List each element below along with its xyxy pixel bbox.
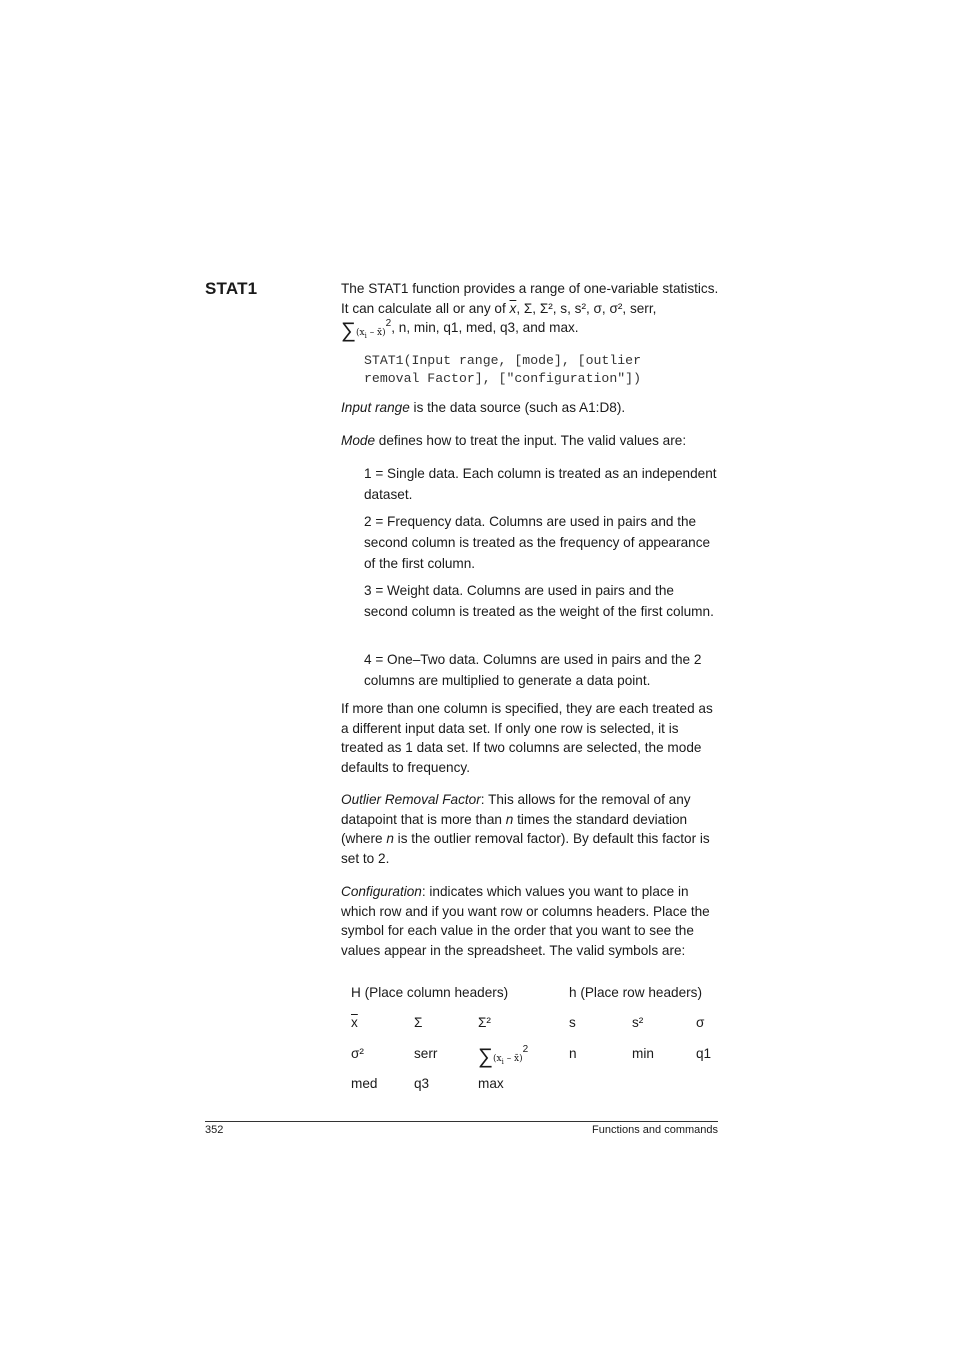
footer-rule <box>205 1121 718 1122</box>
footer-section-title: Functions and commands <box>592 1124 718 1136</box>
intro-line-2: It can calculate all or any of $\overline{x}$, Σ, Σ², s, s², σ, σ², serr, <box>341 300 657 316</box>
symbol-serr: serr <box>414 1046 438 1061</box>
mode-item-4: 4 = One–Two data. Columns are used in pairs and the 2 columns are multiplied to generate a data point. <box>364 652 702 688</box>
intro-line-3: $\sum(x_i$ – x̄)$^2$, n, min, q1, med, q3, and max. <box>341 318 719 346</box>
page-number: 352 <box>205 1124 224 1136</box>
symbol-sum: Σ <box>414 1015 423 1030</box>
configuration-term: Configuration <box>341 884 422 899</box>
mode-term: Mode <box>341 433 376 448</box>
intro-paragraph <box>341 279 719 347</box>
symbol-med: med <box>351 1076 378 1091</box>
symbol-sum-squared-deviation: $\sum(x_i$ – x̄)$^2$ <box>478 1044 529 1068</box>
symbol-mean: $\overline{x}$ <box>351 1015 358 1030</box>
outlier-term: Outlier Removal Factor <box>341 792 481 807</box>
mode-item-2: 2 = Frequency data. Columns are used in pairs and the second column is treated as the frequency of appearance of the first column. <box>364 514 711 571</box>
symbol-s: s <box>569 1015 576 1030</box>
intro-line-1: The STAT1 function provides a range of one-variable statistics. <box>341 281 719 296</box>
symbol-sigma: σ <box>696 1015 705 1030</box>
symbol-row-headers: h (Place row headers) <box>569 985 702 1000</box>
input-range-paragraph: Input range is the data source (such as A1:D8). <box>341 400 626 415</box>
syntax-line-2: removal Factor], ["configuration"]) <box>364 371 641 386</box>
symbol-q3: q3 <box>414 1076 430 1091</box>
syntax-block <box>364 352 742 388</box>
mode-item-3: 3 = Weight data. Columns are used in pairs and the second column is treated as the weight of the first column. <box>364 583 714 619</box>
xbar-symbol: $\overline{x}$ <box>509 300 517 316</box>
sum-squared-deviation-symbol: $\sum(x_i$ – x̄)$^2$ <box>341 318 392 343</box>
symbol-max: max <box>478 1076 504 1091</box>
symbol-n: n <box>569 1046 577 1061</box>
mode-item-1: 1 = Single data. Each column is treated as an independent dataset. <box>364 466 717 502</box>
section-heading: STAT1 <box>205 279 258 298</box>
symbol-sum-squares: Σ² <box>478 1015 491 1030</box>
symbol-column-headers: H (Place column headers) <box>351 985 509 1000</box>
symbol-sigma-squared: σ² <box>351 1046 364 1061</box>
syntax-line-1: STAT1(Input range, [mode], [outlier <box>364 353 641 368</box>
symbol-min: min <box>632 1046 654 1061</box>
symbol-s-squared: s² <box>632 1015 644 1030</box>
outlier-paragraph: Outlier Removal Factor: This allows for the removal of any datapoint that is more than n times the standard deviation (where n is the outlier removal factor). By default this factor is set to 2. <box>341 792 710 866</box>
mode-paragraph: Mode defines how to treat the input. The valid values are: <box>341 433 687 448</box>
multi-column-paragraph: If more than one column is specified, they are each treated as a different input data set. If only one row is selected, it is treated as 1 data set. If two columns are selected, the mode defaults to frequency. <box>341 701 713 775</box>
configuration-paragraph: Configuration: indicates which values you want to place in which row and if you want row or columns headers. Place the symbol for each value in the order that you want to see the values appear in the spreadsheet. The valid symbols are: <box>341 884 710 958</box>
symbol-q1: q1 <box>696 1046 712 1061</box>
input-range-term: Input range <box>341 400 410 415</box>
